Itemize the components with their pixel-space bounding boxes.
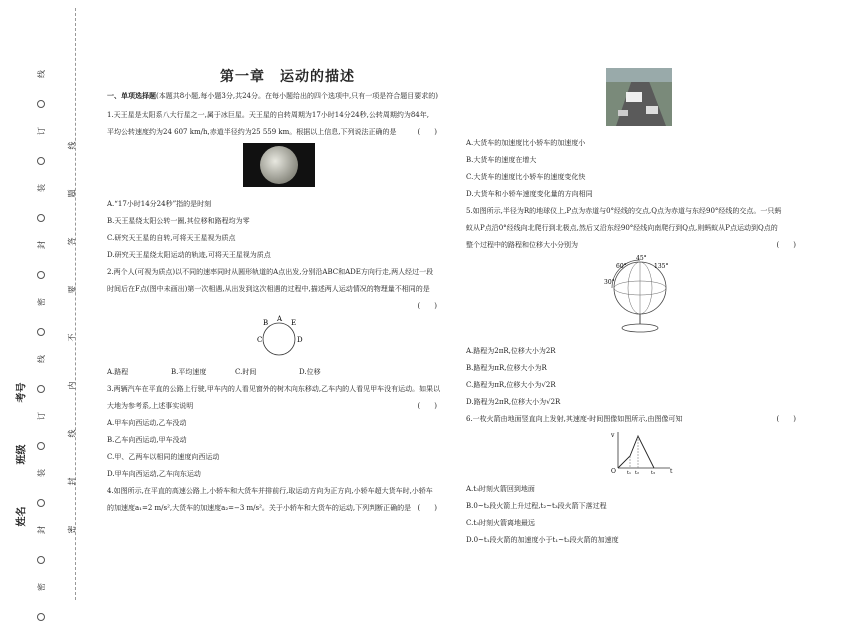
binding-char: 封 [37,526,46,534]
q6-option-a: A.t₃时刻火箭回到地面 [466,485,535,493]
q3-stem: 3.两辆汽车在平直的公路上行驶,甲车内的人看见窗外的树木向东移动,乙车内的人看见甲车没有运动。如果以 [107,385,441,393]
q5-option-c: C.路程为πR,位移大小为√2R [466,381,556,389]
q5-stem: 5.如图所示,半径为R的地球仪上,P点为赤道与0°经线的交点,Q点为赤道与东经90°经线的交点。一只蚂 [466,207,782,215]
page-title: 第一章 运动的描述 [220,69,355,85]
circle-track-figure [107,315,455,357]
binding-line [75,8,76,600]
q4-option-b: B.大货车的速度在增大 [466,156,537,164]
q2-stem: 2.两个人(可视为质点)以不同的速率同时从圆形轨道的A点出发,分别沿ABC和ADE方向行走,两人经过一段 [107,268,434,276]
label-t1: t₁ [627,470,632,474]
binding-notice-char: 要 [67,285,77,294]
label-c: C [257,336,263,344]
binding-hole-icon [37,499,45,507]
q4-stem: 4.如图所示,在平直的高速公路上,小轿车和大货车并排前行,取运动方向为正方向,小轿车超大货车时,小轿车 [107,487,433,495]
q1-option-d: D.研究天王星绕太阳运动的轨迹,可将天王星视为质点 [107,251,271,259]
binding-hole-icon [37,214,45,222]
q1-option-c: C.研究天王星的自转,可将天王星视为质点 [107,234,236,242]
q1-stem: 1.天王星是太阳系八大行星之一,属于冰巨星。天王星的自转周期为17小时14分24秒,公转周期约为84年, [107,111,429,119]
q6-option-c: C.t₃时刻火箭离地最远 [466,519,535,527]
label-a: A [277,315,283,323]
student-field-label: 姓名 [16,506,28,527]
binding-hole-icon [37,613,45,621]
label-t: t [670,468,673,474]
binding-char: 订 [37,127,46,135]
binding-notice-char: 封 [67,477,77,486]
label-e: E [291,319,297,327]
binding-notice-char: 题 [67,189,77,198]
binding-notice-char: 密 [67,525,77,534]
binding-char: 订 [37,412,46,420]
binding-hole-icon [37,271,45,279]
binding-char: 密 [37,583,46,591]
highway-image [466,66,814,128]
student-field-label: 考号 [16,382,28,403]
q6-option-d: D.0~t₁段火箭的加速度小于t₁~t₂段火箭的加速度 [466,536,619,544]
student-field-label: 班级 [16,444,28,465]
q5-option-b: B.路程为πR,位移大小为R [466,364,547,372]
globe-figure [466,254,814,336]
binding-margin [0,0,100,608]
label-v: v [611,432,615,439]
q4-option-c: C.大货车的速度比小轿车的速度变化快 [466,173,586,181]
label-o: O [611,468,616,474]
binding-notice-char: 答 [67,237,77,246]
binding-hole-icon [37,157,45,165]
binding-hole-icon [37,556,45,564]
q5-option-a: A.路程为2πR,位移大小为2R [466,347,556,355]
binding-char: 装 [37,469,46,477]
label-b: B [263,319,269,327]
binding-char: 线 [37,355,46,363]
vt-graph-figure [466,428,814,474]
q6-stem: 6.一枚火箭由地面竖直向上发射,其速度-时间图像如图所示,由图像可知 [466,415,683,423]
label-t3: t₃ [651,470,656,474]
q3-option-d: D.甲车向西运动,乙车向东运动 [107,470,201,478]
label-d: D [297,336,303,344]
q3-option-c: C.甲、乙两车以相同的速度向西运动 [107,453,220,461]
q4-option-a: A.大货车的加速度比小轿车的加速度小 [466,139,586,147]
q3-option-b: B.乙车向西运动,甲车没动 [107,436,187,444]
binding-char: 线 [37,70,46,78]
uranus-image [107,141,455,189]
q4-option-d: D.大货车和小轿车速度变化量的方向相同 [466,190,593,198]
label-135: 135° [654,263,669,270]
label-30: 30° [604,279,615,286]
binding-hole-icon [37,442,45,450]
q5-option-d: D.路程为2πR,位移大小为√2R [466,398,561,406]
binding-char: 装 [37,184,46,192]
q1-option-b: B.天王星绕太阳公转一圈,其位移和路程均为零 [107,217,250,225]
q2-options: A.路程 B.平均速度 C.时间 D.位移 [107,368,321,376]
binding-char: 密 [37,298,46,306]
q1-option-a: A.“17小时14分24秒”指的是时刻 [107,200,212,208]
left-column: 一、单项选择题(本题共8小题,每小题3分,共24分。在每小题给出的四个选项中,只有一项是符合题目要求的) 1.天王星是太阳系八大行星之一,属于冰巨星。天王星的自转周期为17小时14分24秒,公转周期约为84年, 平均公转速度约为24 607 km/h,赤道半径约为25 559 km。根据以上信息,下列说法正确的是 ( ) A.“17小时14分24秒”指的是时刻 B.天王星绕太阳公转一圈,其位移和路程均为零 C.研究天王星的自转,可将天王星视为质点 D.研究天王星绕太阳运动的轨迹,可将天王星视为质点 2.两个人(可视为质点)以不同的速率同时从圆形轨道的A点出发,分别沿ABC和ADE方向行走,两人经过一段 时间后在F点(图中未画出)第一次相遇,从出发到这次相遇的过程中,描述两人运动情况的物理量不相同的是 ( ) B A E C D A.路程 B.平均速度 C.时间 D.位移 3.两辆汽车在平直的公路上行驶,甲车内的人看见窗外的树木向东移动,乙车内的人看见甲车没有运动。如果以 大地为参考系,上述事实说明 ( ) A.甲车向西运动,乙车没动 B.乙车向西运动,甲车没动 C.甲、乙两车以相同的速度向西运动 D.甲车向西运动,乙车向东运动 4.如图所示,在平直的高速公路上,小轿车和大货车并排前行,取运动方向为正方向,小轿车超大货车时,小轿车 的加速度a₁=2 m/s²,大货车的加速度a₂=−3 m/s²。关于小轿车和大货车的运动,下列判断正确的是 ( ) [107,88,455,517]
binding-hole-icon [37,385,45,393]
right-column: A.大货车的加速度比小轿车的加速度小 B.大货车的速度在增大 C.大货车的速度比小轿车的速度变化快 D.大货车和小轿车速度变化量的方向相同 5.如图所示,半径为R的地球仪上,P点为赤道与0°经线的交点,Q点为赤道与东经90°经线的交点。一只蚂 蚁从P点沿0°经线向北爬行到北极点,然后又沿东经90°经线向南爬行到Q点,则蚂蚁从P点运动到Q点的 整个过程中的路程和位移大小分别为 ( ) 45° 60° 30° 135° A.路程为2πR,位移大小为2R B.路程为πR,位移大小为R C.路程为πR,位移大小为√2R D.路程为2πR,位移大小为√2R 6.一枚火箭由地面竖直向上发射,其速度-时间图像如图所示,由图像可知 ( ) v O t₁ t₂ t₃ t A.t₃时刻火箭回到地面 B.0~t₂段火箭上升过程,t₂~t₃段火箭下落过程 C.t₃时刻火箭离地最远 D.0~t₁段火箭的加速度小于t₁~t₂段火箭的加速度 [466,66,814,549]
label-45: 45° [636,255,647,262]
binding-notice-char: 线 [67,429,77,438]
section-heading: 一、单项选择题(本题共8小题,每小题3分,共24分。在每小题给出的四个选项中,只有一项是符合题目要求的) [107,92,438,100]
binding-char: 封 [37,241,46,249]
binding-notice-char: 内 [67,381,77,390]
binding-hole-icon [37,100,45,108]
binding-notice-char: 不 [67,333,77,342]
q6-option-b: B.0~t₂段火箭上升过程,t₂~t₃段火箭下落过程 [466,502,607,510]
binding-hole-icon [37,328,45,336]
binding-notice-char: 线 [67,141,77,150]
q3-option-a: A.甲车向西运动,乙车没动 [107,419,187,427]
label-t2: t₂ [635,470,640,474]
label-60: 60° [616,263,627,270]
